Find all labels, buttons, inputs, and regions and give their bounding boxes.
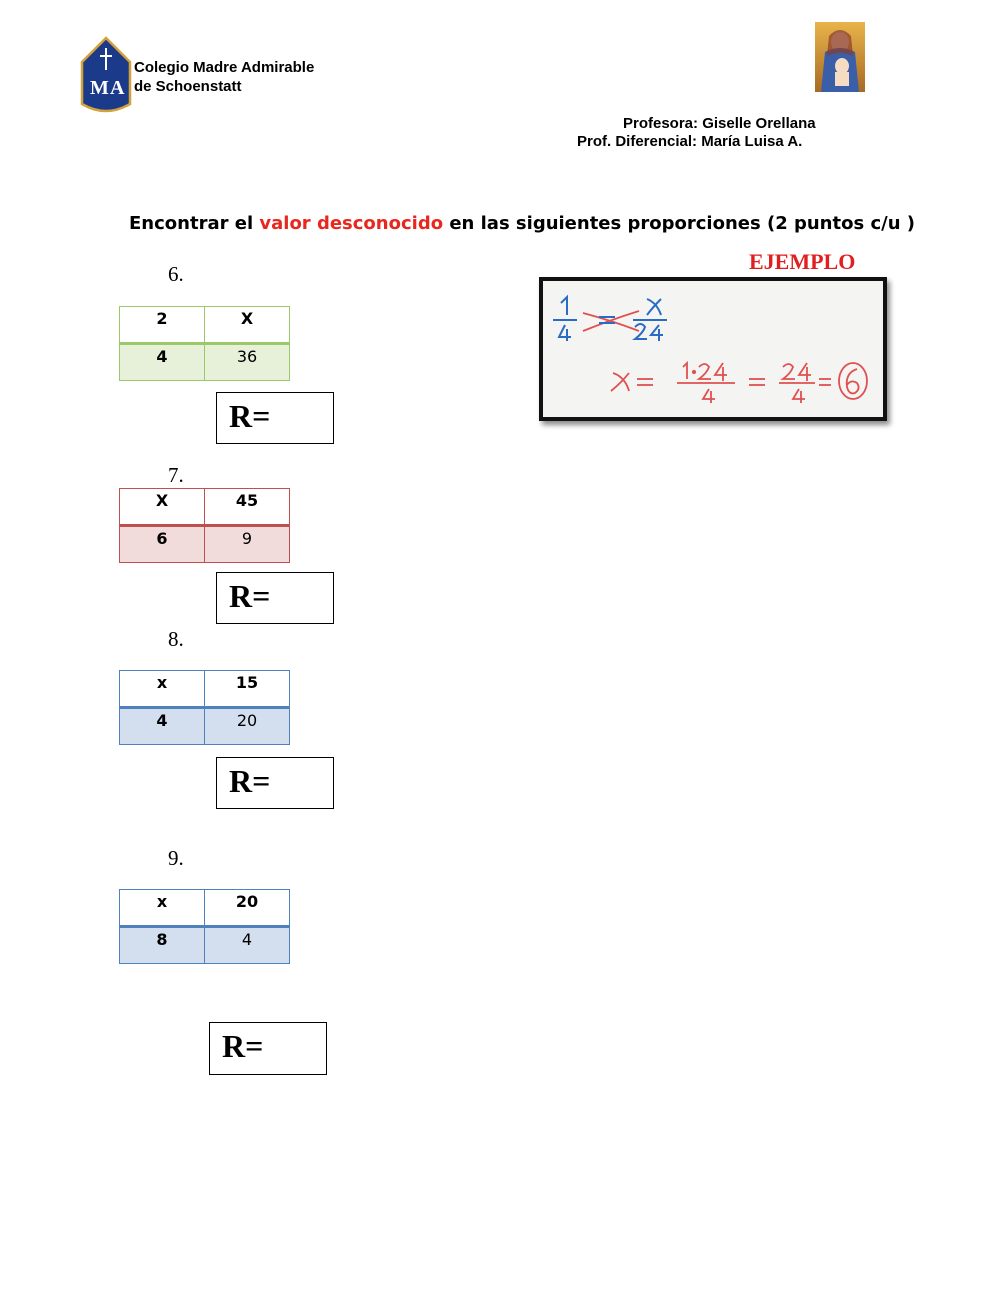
- table-row: [120, 344, 290, 381]
- answer-box[interactable]: R=: [216, 572, 334, 624]
- answer-box[interactable]: R=: [216, 392, 334, 444]
- table-row: [120, 307, 290, 344]
- example-left-fraction: [553, 297, 577, 341]
- example-right-fraction: [633, 299, 667, 341]
- table-cell: x: [120, 890, 205, 927]
- table-row: [120, 489, 290, 526]
- answer-box[interactable]: R=: [209, 1022, 327, 1075]
- table-row: [120, 927, 290, 964]
- problem-number: 7.: [168, 463, 184, 487]
- school-crest-icon: [76, 36, 136, 116]
- proportion-table: [119, 889, 290, 964]
- table-cell: 4: [120, 708, 205, 745]
- table-row: [120, 526, 290, 563]
- proportion-table: [119, 670, 290, 745]
- problem-number: 8.: [168, 627, 184, 651]
- svg-text:M: M: [90, 77, 109, 99]
- proportion-table: [119, 488, 290, 563]
- example-photo: [539, 277, 887, 421]
- problem-number: 9.: [168, 846, 184, 870]
- table-cell: X: [205, 307, 290, 344]
- table-cell: 4: [205, 927, 290, 964]
- table-row: [120, 708, 290, 745]
- instructions-start: Encontrar el: [129, 213, 260, 234]
- table-cell: 9: [205, 526, 290, 563]
- example-title: EJEMPLO: [749, 249, 856, 274]
- table-cell: X: [120, 489, 205, 526]
- answer-box[interactable]: R=: [216, 757, 334, 809]
- table-cell: 4: [120, 344, 205, 381]
- table-cell: 15: [205, 671, 290, 708]
- svg-text:A: A: [110, 77, 125, 99]
- school-name: [134, 58, 314, 96]
- instructions-end: en las siguientes proporciones (2 puntos c/u ): [443, 213, 915, 234]
- teacher-name: Profesora: Giselle Orellana: [623, 115, 816, 132]
- table-cell: 45: [205, 489, 290, 526]
- proportion-table: [119, 306, 290, 381]
- example-solution: [611, 363, 867, 403]
- table-cell: 2: [120, 307, 205, 344]
- table-cell: 8: [120, 927, 205, 964]
- problem-number: 6.: [168, 262, 184, 286]
- table-cell: x: [120, 671, 205, 708]
- table-cell: 20: [205, 708, 290, 745]
- table-row: [120, 890, 290, 927]
- instructions-highlight: valor desconocido: [259, 213, 444, 234]
- school-name-line1: Colegio Madre Admirable: [134, 59, 315, 76]
- table-cell: 36: [205, 344, 290, 381]
- instructions: [129, 213, 915, 234]
- virgin-and-child-picture-icon: [815, 22, 865, 92]
- table-row: [120, 671, 290, 708]
- table-cell: 20: [205, 890, 290, 927]
- table-cell: 6: [120, 526, 205, 563]
- school-name-line2: de Schoenstatt: [134, 78, 242, 95]
- differential-teacher-name: Prof. Diferencial: María Luisa A.: [577, 133, 803, 150]
